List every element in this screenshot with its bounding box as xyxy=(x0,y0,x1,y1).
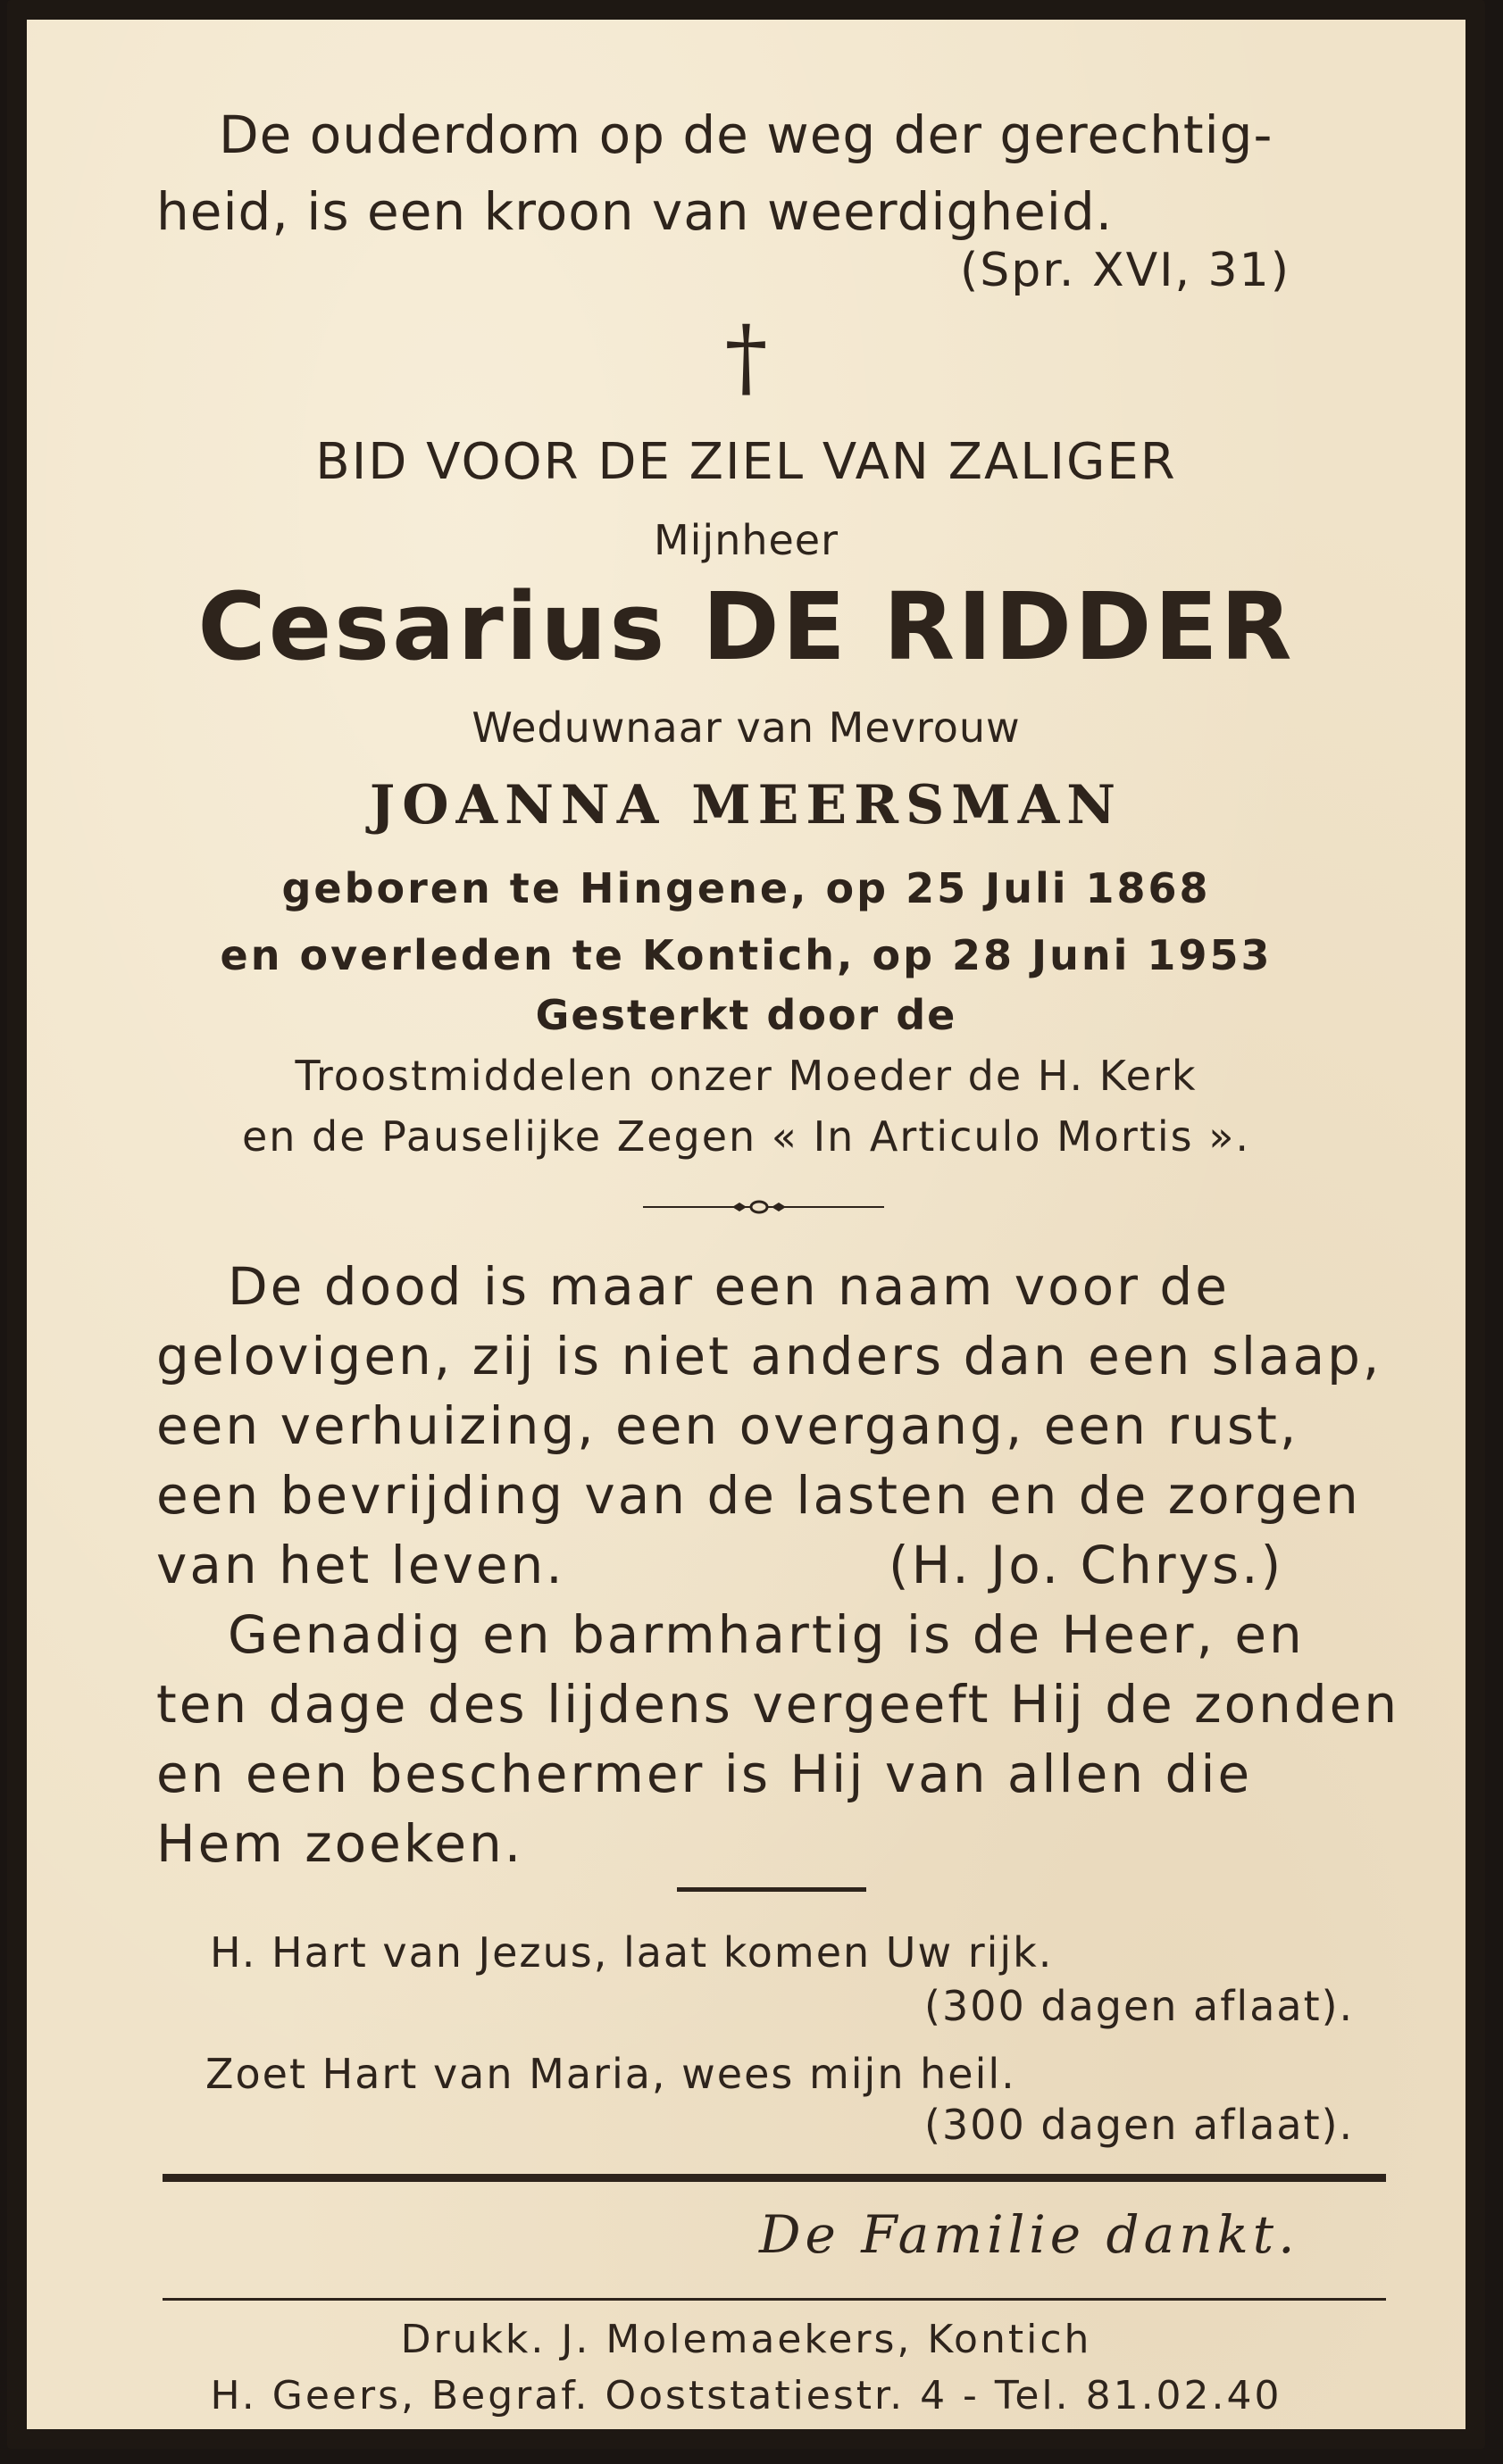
ornament-divider-icon xyxy=(643,1198,884,1216)
thin-rule xyxy=(163,2298,1386,2301)
section-divider xyxy=(677,1887,866,1892)
spouse-name: JOANNA MEERSMAN xyxy=(369,774,1123,837)
church-comfort-line: Troostmiddelen onzer Moeder de H. Kerk xyxy=(295,1052,1198,1100)
prayer-heading: BID VOOR DE ZIEL VAN ZALIGER xyxy=(315,433,1177,491)
meditation-line: ten dage des lijdens vergeeft Hij de zonden xyxy=(156,1674,1400,1735)
papal-blessing-line: en de Pauselijke Zegen « In Articulo Mortis ». xyxy=(241,1112,1251,1161)
prayer-heart-of-mary: Zoet Hart van Maria, wees mijn heil. xyxy=(205,2050,1016,2098)
meditation-line: gelovigen, zij is niet anders dan een slaap, xyxy=(156,1326,1382,1386)
meditation-line: een verhuizing, een overgang, een rust, xyxy=(156,1395,1299,1456)
meditation-line: en een beschermer is Hij van allen die xyxy=(156,1744,1253,1804)
quote-reference: (Spr. XVI, 31) xyxy=(960,244,1291,297)
indulgence-note: (300 dagen aflaat). xyxy=(924,1982,1355,2030)
sacraments-line: Gesterkt door de xyxy=(535,991,957,1039)
printer-line-1: Drukk. J. Molemaekers, Kontich xyxy=(400,2317,1092,2362)
honorific: Mijnheer xyxy=(653,516,839,564)
death-line: en overleden te Kontich, op 28 Juni 1953 xyxy=(220,931,1273,979)
thick-rule xyxy=(163,2174,1386,2182)
family-thanks: De Familie dankt. xyxy=(759,2204,1299,2265)
widower-line: Weduwnaar van Mevrouw xyxy=(472,703,1021,752)
prayer-sacred-heart: H. Hart van Jezus, laat komen Uw rijk. xyxy=(210,1928,1054,1977)
meditation-line: een bevrijding van de lasten en de zorgen xyxy=(156,1465,1361,1526)
meditation-line: van het leven. xyxy=(156,1535,565,1595)
quote-line-2: heid, is een kroon van weerdigheid. xyxy=(156,181,1114,242)
meditation-line: Genadig en barmhartig is de Heer, en xyxy=(228,1604,1305,1665)
memorial-card xyxy=(7,0,1485,2449)
indulgence-note: (300 dagen aflaat). xyxy=(924,2101,1355,2149)
printer-line-2: H. Geers, Begraf. Ooststatiestr. 4 - Tel. 81.02.40 xyxy=(210,2373,1282,2418)
meditation-reference: (H. Jo. Chrys.) xyxy=(889,1535,1284,1595)
quote-line-1: De ouderdom op de weg der gerechtig- xyxy=(219,104,1273,165)
deceased-name: Cesarius DE RIDDER xyxy=(197,572,1295,681)
cross-icon: † xyxy=(724,307,768,407)
birth-line: geboren te Hingene, op 25 Juli 1868 xyxy=(281,864,1211,912)
meditation-line: De dood is maar een naam voor de xyxy=(228,1256,1230,1317)
meditation-line: Hem zoeken. xyxy=(156,1813,524,1874)
